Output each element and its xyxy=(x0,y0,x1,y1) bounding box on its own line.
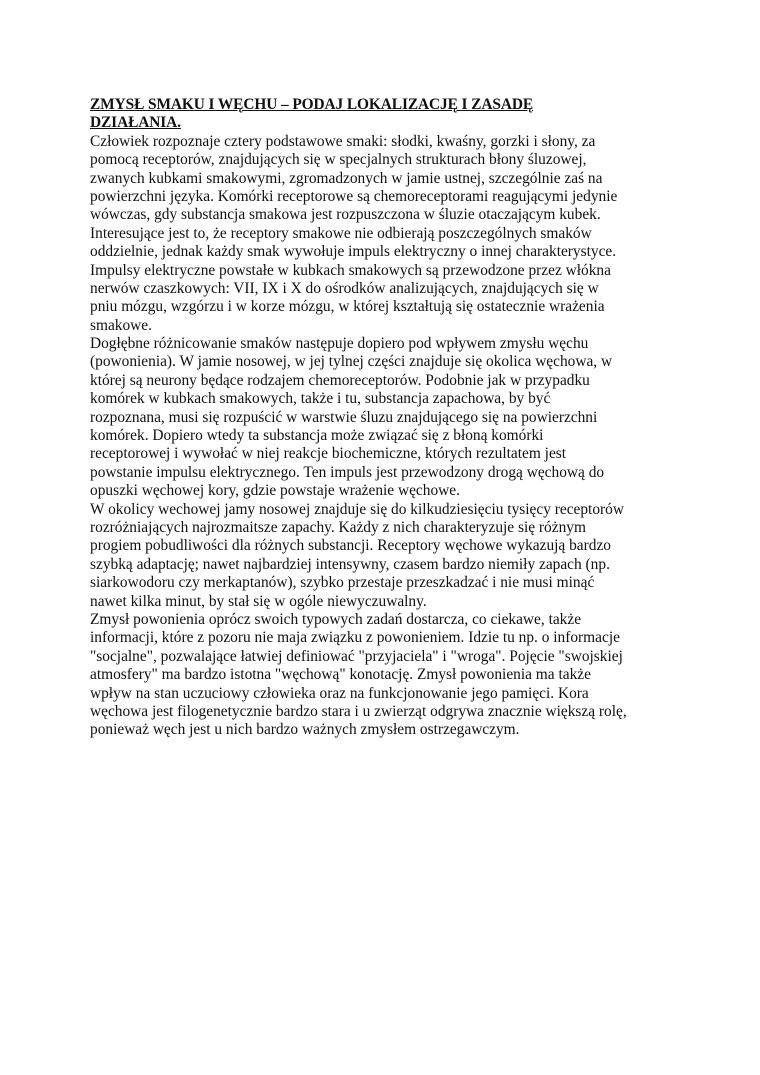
paragraph xyxy=(90,335,690,501)
text-line: (powonienia). W jamie nosowej, w jej tylnej części znajduje się okolica węchowa, w xyxy=(90,353,613,371)
text-line: atmosfery" ma bardzo istotna "węchową" konotację. Zmysł powonienia ma także xyxy=(90,666,591,684)
paragraph xyxy=(90,133,690,335)
title-line: ZMYSŁ SMAKU I WĘCHU – PODAJ LOKALIZACJĘ I ZASADĘ xyxy=(90,96,534,113)
paragraph xyxy=(90,611,690,740)
text-line: Dogłębne różnicowanie smaków następuje dopiero pod wpływem zmysłu węchu xyxy=(90,335,589,353)
text-line: informacji, które z pozoru nie maja związku z powonieniem. Idzie tu np. o informacje xyxy=(90,629,620,647)
paragraphs-container xyxy=(90,133,690,740)
text-line: receptorowej i wywołać w niej reakcje biochemiczne, których rezultatem jest xyxy=(90,445,567,463)
document-body xyxy=(90,96,690,740)
text-line: opuszki węchowej kory, gdzie powstaje wrażenie węchowe. xyxy=(90,482,460,500)
text-line: Człowiek rozpoznaje cztery podstawowe smaki: słodki, kwaśny, gorzki i słony, za xyxy=(90,132,596,150)
text-line: Zmysł powonienia oprócz swoich typowych zadań dostarcza, co ciekawe, także xyxy=(90,610,582,628)
text-line: nawet kilka minut, by stał się w ogóle niewyczuwalny. xyxy=(90,592,427,610)
document-title xyxy=(90,96,690,133)
text-line: oddzielnie, jednak każdy smak wywołuje impuls elektryczny o innej charakterystyce. xyxy=(90,243,617,261)
text-line: komórek w kubkach smakowych, także i tu, substancja zapachowa, by być xyxy=(90,390,551,408)
text-line: powstanie impulsu elektrycznego. Ten impuls jest przewodzony drogą węchową do xyxy=(90,463,605,481)
text-line: powierzchni języka. Komórki receptorowe są chemoreceptorami reagującymi jedynie xyxy=(90,187,618,205)
title-line: DZIAŁANIA. xyxy=(90,114,181,132)
text-line: nerwów czaszkowych: VII, IX i X do ośrodków analizujących, znajdujących się w xyxy=(90,279,599,297)
text-line: rozpoznana, musi się rozpuścić w warstwie śluzu znajdującego się na powierzchni xyxy=(90,408,598,426)
text-line: komórek. Dopiero wtedy ta substancja może związać się z błoną komórki xyxy=(90,427,544,445)
text-line: pomocą receptorów, znajdujących się w specjalnych strukturach błony śluzowej, xyxy=(90,151,587,169)
text-line: wpływ na stan uczuciowy człowieka oraz na funkcjonowanie jego pamięci. Kora xyxy=(90,684,589,702)
text-line: ponieważ węch jest u nich bardzo ważnych zmysłem ostrzegawczym. xyxy=(90,721,520,739)
text-line: progiem pobudliwości dla różnych substancji. Receptory węchowe wykazują bardzo xyxy=(90,537,611,555)
text-line: smakowe. xyxy=(90,316,152,334)
text-line: W okolicy wechowej jamy nosowej znajduje się do kilkudziesięciu tysięcy receptorów xyxy=(90,500,624,518)
text-line: której są neurony będące rodzajem chemoreceptorów. Podobnie jak w przypadku xyxy=(90,371,590,389)
text-line: węchowa jest filogenetycznie bardzo stara i u zwierząt odgrywa znacznie większą rolę, xyxy=(90,702,627,720)
text-line: siarkowodoru czy merkaptanów), szybko przestaje przeszkadzać i nie musi minąć xyxy=(90,574,595,592)
text-line: Impulsy elektryczne powstałe w kubkach smakowych są przewodzone przez włókna xyxy=(90,261,611,279)
paragraph xyxy=(90,501,690,611)
text-line: zwanych kubkami smakowymi, zgromadzonych w jamie ustnej, szczególnie zaś na xyxy=(90,169,603,187)
text-line: wówczas, gdy substancja smakowa jest rozpuszczona w śluzie otaczającym kubek. xyxy=(90,206,601,224)
text-line: pniu mózgu, wzgórzu i w korze mózgu, w której kształtują się ostatecznie wrażenia xyxy=(90,298,605,316)
text-line: Interesujące jest to, że receptory smakowe nie odbierają poszczególnych smaków xyxy=(90,224,592,242)
text-line: "socjalne", pozwalające łatwiej definiować "przyjaciela" i "wroga". Pojęcie "swojskiej xyxy=(90,647,623,665)
text-line: rozróżniających najrozmaitsze zapachy. Każdy z nich charakteryzuje się różnym xyxy=(90,518,586,536)
text-line: szybką adaptację; nawet najbardziej intensywny, czasem bardzo niemiły zapach (np. xyxy=(90,555,610,573)
